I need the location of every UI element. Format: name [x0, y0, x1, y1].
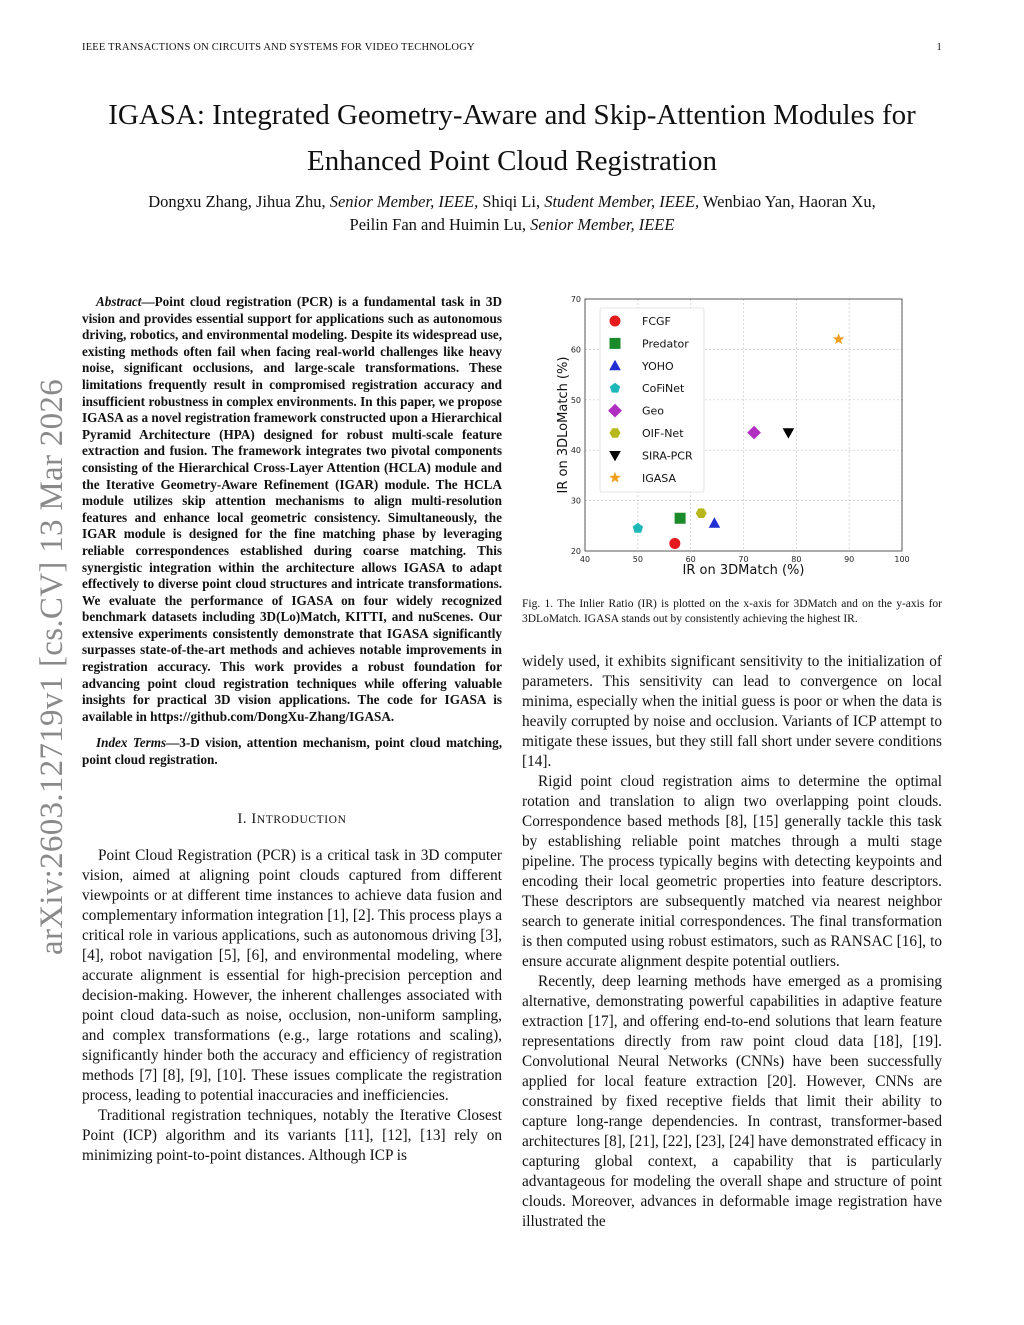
x-tick-label: 90 — [844, 555, 855, 564]
author-line-2 — [60, 213, 964, 236]
figure-1 — [522, 288, 942, 588]
title-line-2: Enhanced Point Cloud Registration — [307, 145, 717, 177]
x-tick-label: 60 — [685, 555, 696, 564]
abstract-text: —Point cloud registration (PCR) is a fundamental task in 3D vision and provides essential support for applications such as autonomous driving, robotics, and environmental modeling. Despite its widespread use, existing methods often fail when facing real-world challenges like heavy noise, significant occlusions, and large-scale transformations. These limitations frequently result in compromised registration accuracy and insufficient robustness in complex environments. In this paper, we propose IGASA as a novel registration framework constructed upon a Hierarchical Pyramid Architecture (HPA) designed for robust multi-scale feature extraction and fusion. The framework integrates two pivotal components consisting of the Hierarchical Cross-Layer Attention (HCLA) module and the Iterative Geometry-Aware Refinement (IGAR) module. The HCLA module utilizes skip attention mechanisms to align multi-resolution features and enhance local geometric consistency. Simultaneously, the IGAR module is designed for the fine matching phase by leveraging reliable correspondences established during coarse matching. This synergistic integration within the architecture allows IGASA to adapt effectively to diverse point cloud structures and intricate transformations. We evaluate the performance of IGASA on four widely recognized benchmark datasets including 3D(Lo)Match, KITTI, and nuScenes. Our extensive experiments consistently demonstrate that IGASA significantly surpasses state-of-the-art methods and achieves notable improvements in registration accuracy. This work provides a robust foundation for advancing point cloud registration techniques while offering valuable insights for practical 3D vision applications. The code for IGASA is available in https://github.com/DongXu-Zhang/IGASA. — [82, 294, 502, 724]
y-tick-label: 60 — [570, 345, 581, 355]
data-point-sira-pcr — [783, 428, 795, 438]
legend-marker-fcgf — [610, 316, 621, 327]
title-line-1: IGASA: Integrated Geometry-Aware and Skip-Attention Modules for — [108, 99, 916, 131]
legend-label: SIRA-PCR — [642, 449, 693, 463]
y-axis-label: IR on 3DLoMatch (%) — [556, 356, 571, 494]
index-terms — [82, 735, 502, 768]
abstract — [82, 294, 502, 725]
running-header — [82, 42, 942, 53]
data-point-yoho — [709, 517, 721, 528]
legend-label: FCGF — [642, 315, 671, 328]
x-axis-label: IR on 3DMatch (%) — [682, 563, 805, 578]
y-tick-label: 70 — [570, 295, 581, 304]
x-tick-label: 40 — [579, 555, 591, 564]
author-names: Peilin Fan and Huimin Lu, — [349, 215, 531, 234]
data-point-fcgf — [669, 538, 680, 549]
data-point-oif-net — [696, 508, 707, 518]
author-list — [60, 190, 964, 236]
legend-label: Predator — [642, 337, 689, 351]
index-terms-label: Index Terms — [96, 735, 167, 751]
y-tick-label: 20 — [570, 547, 581, 556]
paragraph: widely used, it exhibits significant sensitivity to the initialization of parameters. This sensitivity can lead to convergence on local minima, especially when the initial guess is poor or when the data is heavily corrupted by noise and occlusion. Variants of ICP attempt to mitigate these issues, but they still fall short under severe conditions [14]. — [522, 653, 942, 770]
index-terms-text: —3-D vision, attention mechanism, point cloud matching, point cloud registration. — [82, 735, 502, 768]
abstract-label: Abstract — [96, 294, 142, 309]
section-heading-introduction: I. INTRODUCTION — [237, 810, 347, 827]
x-tick-label: 50 — [632, 555, 643, 564]
x-tick-label: 80 — [791, 555, 802, 564]
paper-title — [60, 92, 964, 184]
y-tick-label: 50 — [570, 395, 581, 405]
paragraph: Traditional registration techniques, notably the Iterative Closest Point (ICP) algorithm and its variants [11], [12], [13] rely on minimizing point-to-point distances. Although ICP is — [82, 1106, 502, 1164]
arxiv-stamp[interactable]: arXiv:2603.12719v1 [cs.CV] 13 Mar 2026 — [34, 379, 70, 955]
journal-name: IEEE TRANSACTIONS ON CIRCUITS AND SYSTEMS FOR VIDEO TECHNOLOGY — [82, 42, 475, 53]
author-membership: Student Member, IEEE, — [544, 192, 700, 211]
scatter-chart — [522, 288, 942, 588]
author-membership: Senior Member, IEEE — [530, 215, 675, 234]
author-names: Dongxu Zhang, Jihua Zhu, — [148, 192, 330, 211]
author-line-1 — [60, 190, 964, 213]
legend-label: Geo — [642, 404, 665, 418]
left-column — [82, 294, 502, 1166]
y-tick-label: 40 — [570, 446, 581, 456]
data-point-cofinet — [633, 523, 644, 533]
legend-label: YOHO — [642, 359, 674, 373]
x-tick-label: 100 — [894, 555, 910, 564]
author-membership: Senior Member, IEEE, — [329, 192, 479, 211]
x-tick-label: 70 — [738, 555, 749, 564]
author-names: Wenbiao Yan, Haoran Xu, — [699, 192, 876, 211]
paragraph: Rigid point cloud registration aims to determine the optimal rotation and translation to align two overlapping point clouds. Correspondence based methods [8], [15] generally tackle this task by establishing reliable point matches through a multi stage pipeline. The process typically begins with detecting keypoints and encoding their local geometric properties into feature descriptors. These descriptors are subsequently matched via nearest neighbor search to generate initial correspondences. The final transformation is then computed using robust estimators, such as RANSAC [16], to ensure accurate alignment despite potential outliers. — [522, 773, 942, 970]
page-number: 1 — [936, 42, 942, 53]
author-names: Shiqi Li, — [478, 192, 545, 211]
right-column — [522, 652, 942, 1232]
paragraph: Recently, deep learning methods have emerged as a promising alternative, demonstrating powerful capabilities in adaptive feature extraction [17], and offering end-to-end solutions that learn feature representations directly from raw point cloud data [18], [19]. Convolutional Neural Networks (CNNs) have been successfully applied for local feature extraction [20]. However, CNNs are constrained by fixed receptive fields that limit their ability to capture long-range dependencies. In contrast, transformer-based architectures [8], [21], [22], [23], [24] have demonstrated efficacy in capturing global context, a capability that is particularly advantageous for modeling the overall shape and structure of point clouds. Moreover, advances in deformable image registration have illustrated the — [522, 973, 942, 1230]
y-tick-label: 30 — [570, 496, 581, 506]
legend-label: IGASA — [642, 471, 677, 485]
paragraph: Point Cloud Registration (PCR) is a critical task in 3D computer vision, aimed at aligning point clouds captured from different viewpoints or at different time instances to achieve data fusion and complementary information integration [1], [2]. This process plays a critical role in various applications, such as autonomous driving [3], [4], robot navigation [5], [6], and environmental modeling, where accurate alignment is essential for high-precision perception and decision-making. However, the inherent challenges associated with point cloud data-such as noise, occlusion, non-uniform sampling, and complex transformations (e.g., large rotations and scaling), significantly hinder both the accuracy and efficiency of registration methods [7] [8], [9], [10]. These issues complicate the registration process, leading to potential inaccuracies and inefficiencies. — [82, 846, 502, 1104]
legend-marker-predator — [610, 338, 621, 349]
data-point-geo — [747, 426, 761, 440]
legend-box — [600, 308, 704, 492]
legend-label: OIF-Net — [642, 427, 684, 440]
legend-label: CoFiNet — [642, 382, 685, 396]
data-point-predator — [675, 513, 686, 524]
figure-caption: Fig. 1. The Inlier Ratio (IR) is plotted on the x-axis for 3DMatch and on the y-axis for 3DLoMatch. IGASA stands out by consistently achieving the highest IR. — [522, 598, 942, 625]
data-point-igasa — [833, 333, 845, 344]
